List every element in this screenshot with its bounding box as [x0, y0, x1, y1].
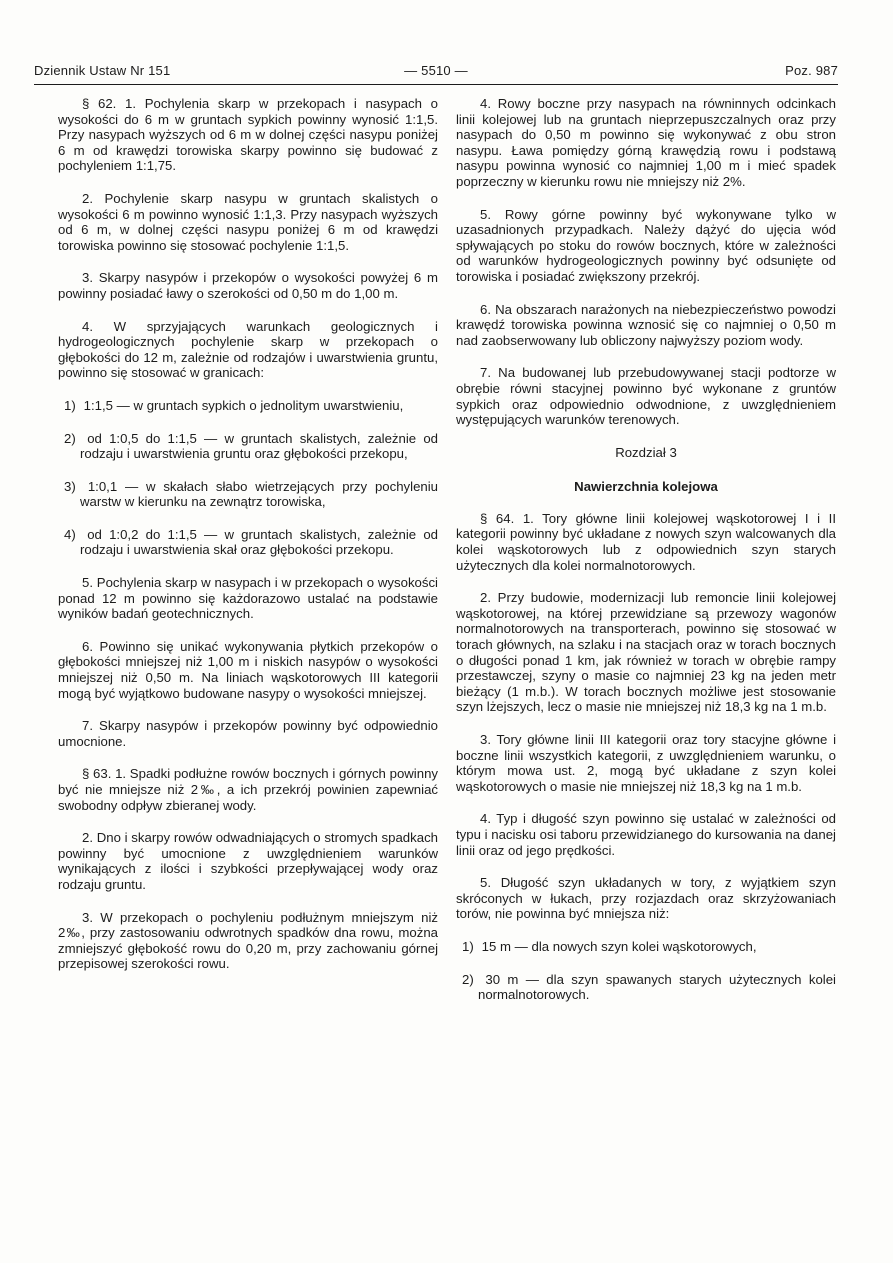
running-header — [34, 60, 838, 85]
paragraph: 3. Tory główne linii III kategorii oraz tory stacyjne główne i boczne linii wszystkich kategorii, z uwzględnieniem warunku, o którym mowa ust. 2, mogą być układane z szyn kolei wąskotorowych o masie nie mniejszej niż 18,3 kg na 1 m.b. — [456, 732, 836, 794]
paragraph: § 63. 1. Spadki podłużne rowów bocznych i górnych powinny być nie mniejsze niż 2‰, a ich przekrój powinien zapewniać swobodny odpływ zbieranej wody. — [58, 766, 438, 813]
paragraph: 6. Na obszarach narażonych na niebezpieczeństwo powodzi krawędź torowiska powinna wznosić się co najmniej o 0,50 m nad zaobserwowany lub obliczony najwyższy poziom wody. — [456, 301, 836, 348]
paragraph: 3. Skarpy nasypów i przekopów o wysokości powyżej 6 m powinny posiadać ławy o szerokości od 0,50 m do 1,00 m. — [58, 270, 438, 301]
list-text: 1:1,5 — w gruntach sypkich o jednolitym uwarstwieniu, — [83, 397, 404, 413]
paragraph: § 62. 1. Pochylenia skarp w przekopach i nasypach o wysokości do 6 m w gruntach sypkich powinny wynosić 1:1,5. Przy nasypach wyższych od 6 m w dolnej części nasypu poniżej 6 m od krawędzi torowiska skarpy powinno się budować z pochyleniem 1:1,75. — [58, 96, 438, 174]
journal-name: Dziennik Ustaw Nr 151 — [34, 63, 171, 78]
position-number: Poz. 987 — [785, 63, 838, 78]
paragraph: 5. Pochylenia skarp w nasypach i w przekopach o wysokości ponad 12 m powinno się każdorazowo ustalać na podstawie wyników badań geotechnicznych. — [58, 575, 438, 622]
paragraph: 2. Pochylenie skarp nasypu w gruntach skalistych o wysokości 6 m powinno wynosić 1:1,3. Przy nasypach wyższych od 6 m, w dolnej części nasypu poniżej 6 m od krawędzi torowiska powinno się stosować pochylenie 1:1,5. — [58, 190, 438, 253]
list-number: 3) — [64, 478, 76, 494]
page-number: — 5510 — — [404, 63, 468, 78]
paragraph: 7. Skarpy nasypów i przekopów powinny być odpowiednio umocnione. — [58, 718, 438, 749]
paragraph: 2. Przy budowie, modernizacji lub remoncie linii kolejowej wąskotorowej, na której przewidziane są przewozy wagonów normalnotorowych na transporterach, powinno się stosować w torach głównych, na szlaku i na stacjach oraz w torach bocznych o długości ponad 1 km, jak również w torach w obrębie rampy przestawczej, szyny o masie co najmniej 23 kg na jeden metr bieżący (1 m.b.). W torach bocznych możliwe jest stosowanie szyn lżejszych, lecz o masie nie mniejszej niż 18,3 kg na 1 m.b. — [456, 590, 836, 715]
list-text: od 1:0,2 do 1:1,5 — w gruntach skalistych, zależnie od rodzaju i uwarstwienia skał oraz głębokości przekopu. — [80, 526, 438, 558]
list-number: 1) — [64, 397, 76, 413]
paragraph: 7. Na budowanej lub przebudowywanej stacji podtorze w obrębie równi stacyjnej powinno być wykonane z gruntów sypkich oraz odpowiednio odwodnione, z uwzględnieniem występujących warunków terenowych. — [456, 365, 836, 428]
chapter-title: Nawierzchnia kolejowa — [574, 479, 718, 495]
list-item — [58, 431, 438, 462]
list-item — [456, 939, 836, 955]
right-column — [456, 96, 836, 1020]
paragraph: 4. W sprzyjających warunkach geologicznych i hydrogeologicznych pochylenie skarp w przekopach o głębokości do 12 m, zależnie od rodzajów i uwarstwienia gruntu, powinno się stosować w granicach: — [58, 318, 438, 381]
list-number: 4) — [64, 526, 76, 542]
paragraph: 3. W przekopach o pochyleniu podłużnym mniejszym niż 2‰, przy zastosowaniu odwrotnych spadków dna rowu, można zmniejszyć głębokość rowu do 0,20 m, przy zachowaniu górnej przepisowej szerokości rowu. — [58, 909, 438, 972]
paragraph: 4. Rowy boczne przy nasypach na równinnych odcinkach linii kolejowej lub na gruntach nieprzepuszczalnych oraz przy nasypach do 0,50 m powinno się wykonywać z obu stron nasypu. Ława pomiędzy górną krawędzią rowu i podstawą nasypu powinna wynosić co najmniej 1,00 m i mieć spadek poprzeczny w kierunku rowu nie mniejszy niż 2%. — [456, 96, 836, 189]
left-column — [58, 96, 438, 989]
chapter-label: Rozdział 3 — [615, 444, 677, 460]
paragraph: 5. Rowy górne powinny być wykonywane tylko w uzasadnionych przypadkach. Należy dążyć do ujęcia wód spływających po stoku do rowów bocznych, które w zależności od warunków hydrogeologicznych powinny być odsunięte od torowiska i posiadać zwiększony przekrój. — [456, 206, 836, 284]
paragraph: 4. Typ i długość szyn powinno się ustalać w zależności od typu i nacisku osi taboru przewidzianego do kursowania na danej linii oraz od jego prędkości. — [456, 811, 836, 858]
list-text: 15 m — dla nowych szyn kolei wąskotorowych, — [481, 938, 757, 954]
paragraph: 5. Długość szyn układanych w tory, z wyjątkiem szyn skróconych w łukach, przy rozjazdach oraz skrzyżowaniach torów, nie powinna być mniejsza niż: — [456, 875, 836, 922]
paragraph: § 64. 1. Tory główne linii kolejowej wąskotorowej I i II kategorii powinny być układane z nowych szyn walcowanych dla kolei wąskotorowych lub z odpowiednich szyn starych użytecznych dla kolei normalnotorowych. — [456, 510, 836, 573]
list-item — [58, 479, 438, 510]
list-item — [58, 398, 438, 414]
list-text: 1:0,1 — w skałach słabo wietrzejących przy pochyleniu warstw w kierunku na zewnątrz torowiska, — [80, 478, 438, 510]
list-number: 2) — [462, 971, 474, 987]
paragraph: 2. Dno i skarpy rowów odwadniających o stromych spadkach powinny być umocnione z uwzględnieniem warunków wynikających z ilości i szybkości przepływającej wody oraz rodzaju gruntu. — [58, 830, 438, 892]
list-text: 30 m — dla szyn spawanych starych użytecznych kolei normalnotorowych. — [478, 971, 836, 1003]
paragraph: 6. Powinno się unikać wykonywania płytkich przekopów o głębokości mniejszej niż 1,00 m i niskich nasypów o wysokości mniejszej niż 0,50 m. Na liniach wąskotorowych III kategorii mogą być wyjątkowo budowane nasypy o wysokości mniejszej. — [58, 638, 438, 701]
list-number: 2) — [64, 430, 76, 446]
list-item — [58, 527, 438, 558]
list-item — [456, 972, 836, 1003]
list-text: od 1:0,5 do 1:1,5 — w gruntach skalistych, zależnie od rodzaju i uwarstwienia gruntu oraz głębokości przekopu, — [80, 430, 438, 462]
list-number: 1) — [462, 938, 474, 954]
